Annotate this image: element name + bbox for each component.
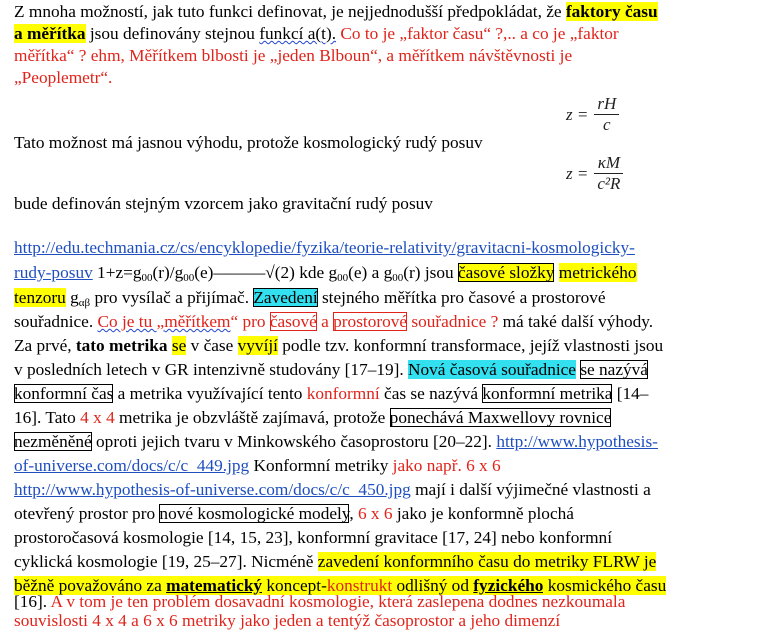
- formula-redshift-gravitational: [566, 153, 623, 194]
- red-comment: a: [316, 312, 334, 331]
- text: mají i další výjimečné vlastnosti a: [410, 480, 651, 499]
- text: čas se nazývá: [379, 384, 483, 403]
- text: jako je konformně plochá: [392, 504, 574, 523]
- subscript: 00: [141, 272, 153, 284]
- body-line8: [14, 406, 611, 430]
- highlight-bezne: běžně považováno za: [14, 576, 167, 595]
- text: otevřený prostor pro: [14, 504, 160, 523]
- body-line11: [14, 478, 651, 502]
- highlight-kosmickeho-casu: kosmického času: [543, 576, 667, 595]
- boxed-konformni-metrika: konformní metrika: [482, 384, 613, 403]
- para1-line2: [14, 22, 619, 46]
- text: Za prvé,: [14, 336, 76, 355]
- red-comment: “ pro: [230, 312, 270, 331]
- body-line17-clipped: [14, 607, 774, 630]
- formula-lhs: z =: [566, 104, 589, 124]
- para3: bude definován stejným vzorcem jako gravitační rudý posuv: [14, 194, 433, 213]
- red-6x6: 6 x 6: [357, 504, 393, 523]
- boxed-konformni-cas: konformní čas: [14, 384, 114, 403]
- link-hypothesis-449-cont[interactable]: of-universe.com/docs/c/c_449.jpg: [14, 456, 250, 475]
- body-line7: [14, 382, 648, 406]
- body-line9: [14, 430, 658, 454]
- body-line12: [14, 502, 574, 526]
- text: ,: [349, 504, 358, 523]
- text: cyklická kosmologie [19, 25–27]. Nicméně: [14, 552, 318, 571]
- highlight-odlisny: odlišný od: [392, 576, 474, 595]
- body-line4: [14, 310, 653, 334]
- text: oproti jejich tvaru v Minkowského časoprostoru [20–22].: [91, 432, 497, 451]
- highlight-tenzoru: tenzoru: [14, 288, 66, 307]
- link-hypothesis-449[interactable]: http://www.hypothesis-: [496, 432, 658, 451]
- highlight-zavedeni: Zavedení: [253, 288, 318, 307]
- subscript: 00: [392, 272, 404, 284]
- text: (r) jsou: [403, 263, 458, 282]
- formula-denominator: c²R: [597, 174, 621, 193]
- formula-lhs: z =: [566, 163, 589, 183]
- highlight-se: se: [171, 336, 187, 355]
- text: Z mnoha možností, jak tuto funkci definovat, je nejjednodušší předpokládat, že: [14, 2, 566, 21]
- text: g: [65, 288, 79, 307]
- red-comment: Co je tu „: [97, 312, 165, 331]
- highlight-koncept: koncept-: [262, 576, 327, 595]
- red-4x4: 4 x 4: [80, 408, 115, 427]
- para1-line4: „Peoplemetr“.: [14, 68, 113, 87]
- body-line5: [14, 334, 663, 358]
- text: souřadnice.: [14, 312, 98, 331]
- red-konformni: konformní: [306, 384, 380, 403]
- text: stejného měřítka pro časové a prostorové: [317, 288, 606, 307]
- red-comment: měřítkem: [164, 312, 231, 331]
- boxed-nove-kosmologicke-modely: nové kosmologické modely: [159, 504, 350, 523]
- boxed-nezmenene: nezměněné: [14, 432, 92, 451]
- link-techmania-cont[interactable]: rudy-posuv: [14, 263, 93, 282]
- highlight-faktory-casu: faktory času: [565, 2, 658, 21]
- text: v čase: [186, 336, 238, 355]
- text: [16].: [14, 592, 51, 611]
- text: 16]. Tato: [14, 408, 81, 427]
- formula-numerator: κM: [594, 153, 623, 174]
- highlight-casove-slozky: časové složky: [457, 263, 555, 282]
- text: (e) a g: [348, 263, 393, 282]
- text: jsou definovány stejnou: [85, 24, 260, 43]
- red-comment-clipped: souvislosti 4 x 4 a 6 x 6 metriky jako jeden a tentýž časoprostor a jeho dimenzí: [14, 611, 561, 630]
- link-techmania[interactable]: http://edu.techmania.cz/cs/encyklopedie/fyzika/teorie-relativity/gravitacni-kosmologicky-: [14, 238, 635, 257]
- body-line13: prostoročasová kosmologie [14, 15, 23], konformní gravitace [17, 24] nebo konformní: [14, 528, 612, 547]
- text: 1+z=g: [92, 263, 142, 282]
- highlight-konstrukt: konstrukt: [326, 576, 393, 595]
- body-line6: [14, 358, 648, 382]
- boxed-ponechava-maxwellovy-rovnice: ponechává Maxwellovy rovnice: [389, 408, 612, 427]
- bold-tato-metrika: tato metrika: [75, 336, 168, 355]
- spellcheck-word: funkcí a(t).: [259, 24, 337, 43]
- text: [14–: [612, 384, 649, 403]
- link-hypothesis-450[interactable]: http://www.hypothesis-of-universe.com/docs/c/c_450.jpg: [14, 480, 411, 499]
- highlight-fyzickeho: fyzického: [473, 576, 544, 595]
- formula-numerator: rH: [594, 94, 619, 115]
- red-boxed-casove: časové: [269, 312, 317, 331]
- para2: Tato možnost má jasnou výhodu, protože kosmologický rudý posuv: [14, 133, 483, 152]
- highlight-nova-casova-souradnice: Nová časová souřadnice: [408, 360, 576, 379]
- text: metrika je obzvláště zajímavá, protože: [114, 408, 390, 427]
- highlight-matematicky: matematický: [166, 576, 263, 595]
- red-comment: A v tom je ten problém dosavadní kosmologie, která zaslepena dodnes nezkoumala: [50, 592, 626, 611]
- highlight-metrickeho: metrického: [558, 263, 637, 282]
- subscript: 00: [337, 272, 349, 284]
- text: Konformní metriky: [249, 456, 393, 475]
- subscript: 00: [183, 272, 195, 284]
- formula-redshift-hubble: [566, 94, 619, 135]
- text: v posledních letech v GR intenzivně studovány [17–19].: [14, 360, 409, 379]
- text: (e)———√(2) kde g: [194, 263, 338, 282]
- highlight-zavedeni-konformniho-casu: zavedení konformního času do metriky FLRW je: [317, 552, 657, 571]
- text: a metrika využívající tento: [113, 384, 307, 403]
- boxed-se-nazyva: se nazývá: [580, 360, 648, 379]
- body-line1: [14, 236, 635, 260]
- body-line10: [14, 454, 501, 478]
- text: podle tzv. konformní transformace, jejíž vlastnosti jsou: [277, 336, 664, 355]
- subscript: αβ: [78, 297, 91, 309]
- text: pro vysílač a přijímač.: [90, 288, 254, 307]
- para1-line1: [14, 0, 658, 24]
- formula-denominator: c: [603, 115, 611, 134]
- red-comment: Co to je „faktor času“ ?,.. a co je „faktor: [336, 24, 619, 43]
- red-comment: souřadnice ?: [407, 312, 499, 331]
- red-boxed-prostorove: prostorové: [333, 312, 408, 331]
- red-comment: jako např. 6 x 6: [392, 456, 501, 475]
- highlight-a-meritka: a měřítka: [14, 24, 86, 43]
- text: má také další výhody.: [498, 312, 654, 331]
- para1-line3: měřítka“ ? ehm, Měřítkem blbosti je „jeden Blboun“, a měřítkem návštěvnosti je: [14, 46, 573, 65]
- text: (r)/g: [152, 263, 184, 282]
- body-line14: [14, 550, 656, 574]
- highlight-vyviji: vyvíjí: [237, 336, 278, 355]
